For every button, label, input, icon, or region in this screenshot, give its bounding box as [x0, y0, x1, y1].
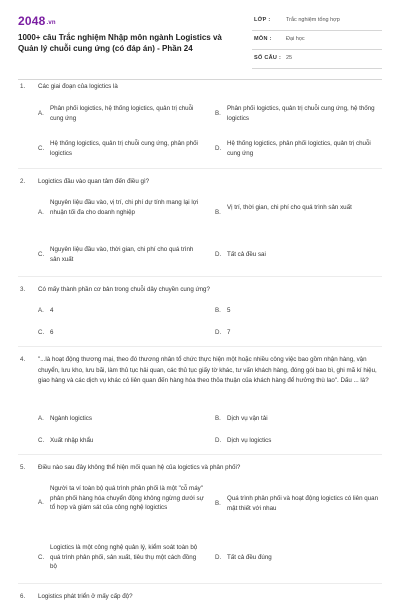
option-text: Phân phối logictics, quản trị chuỗi cung ứng, hệ thống logictics — [227, 105, 375, 122]
question-text: "...là hoạt động thương mại, theo đó thương nhân tổ chức thực hiện một hoặc nhiều công việc bao gồm nhận hàng, vận chuyển, lưu kho, lưu bãi, làm thủ tục hải quan, các thủ tục giấy tờ khác, tư vấn khách hàng, đóng gói bao bì, ghi mã kí hiệu, giao hàng và các dịch vụ khác có liên quan đến hàng hóa theo thỏa thuận của khách hàng để hưởng thù lao". Dấu ... là? — [38, 356, 377, 384]
option-label: D. — [215, 554, 222, 561]
meta-row-count — [252, 50, 382, 69]
option-text: Hệ thống logictics, phân phối logictics, quản trị chuỗi cung ứng — [227, 140, 371, 157]
option-text: Tất cả đều sai — [227, 251, 266, 258]
option-label: D. — [215, 251, 222, 258]
option-label: B. — [215, 209, 221, 216]
option-text: 6 — [50, 329, 54, 336]
option-label: C. — [38, 437, 45, 444]
option-text: 7 — [227, 329, 231, 336]
meta-value: Đại học — [286, 36, 305, 42]
option-text: Xuất nhập khẩu — [50, 437, 94, 444]
option-label: D. — [215, 329, 222, 336]
question-number: 2. — [20, 178, 26, 185]
header — [0, 0, 400, 72]
option-label: A. — [38, 307, 44, 314]
option-text: Dịch vụ vận tải — [227, 415, 268, 422]
option-text: Dịch vụ logictics — [227, 437, 272, 444]
logo-text: 2048 — [18, 14, 46, 28]
option-text: Ngành logictics — [50, 415, 92, 422]
question-divider — [18, 454, 382, 455]
question-divider — [18, 346, 382, 347]
option-label: B. — [215, 500, 221, 507]
question-text: Điều nào sau đây không thể hiện mối quan hệ của logictics và phân phối? — [38, 464, 241, 471]
option-text: Hệ thống logictics, quản trị chuỗi cung ứng, phân phối logictics — [50, 140, 198, 157]
option-label: C. — [38, 251, 45, 258]
meta-value: Trắc nghiệm tổng hợp — [286, 17, 340, 23]
question-text: Logistics phát triển ở mấy cấp độ? — [38, 593, 133, 600]
option-label: B. — [215, 415, 221, 422]
question-divider — [18, 276, 382, 277]
meta-row-class — [252, 12, 382, 31]
site-logo[interactable] — [18, 14, 56, 28]
option-text: Người ta ví toàn bộ quá trình phân phối là một "cỗ máy" phân phối hàng hóa chuyển động không ngừng dưới sự tổ hợp và giám sát của công nghệ logictics — [50, 485, 204, 511]
question-divider — [18, 583, 382, 584]
option-label: D. — [215, 437, 222, 444]
header-divider — [18, 79, 382, 80]
meta-value: 25 — [286, 55, 293, 61]
option-text: 5 — [227, 307, 231, 314]
meta-key: MÔN : — [254, 36, 272, 42]
option-label: C. — [38, 329, 45, 336]
question-divider — [18, 168, 382, 169]
option-text: Tất cả đều đúng — [227, 554, 272, 561]
option-text: Logictics là một công nghệ quản lý, kiểm soát toàn bộ quá trình phân phối, sản xuất, tiêu thụ một cách đồng bộ — [50, 544, 198, 570]
option-label: C. — [38, 145, 45, 152]
question-number: 1. — [20, 83, 26, 90]
meta-key: SỐ CÂU : — [254, 55, 282, 61]
option-text: Vị trí, thời gian, chi phí cho quá trình sản xuất — [227, 204, 352, 211]
option-text: Nguyên liệu đầu vào, vị trí, chi phí dự tính mang lại lợi nhuận tối đa cho doanh nghiệp — [50, 199, 199, 216]
question-text: Logictics đầu vào quan tâm đến điều gì? — [38, 178, 150, 185]
option-label: A. — [38, 209, 44, 216]
option-text: Quá trình phân phối và hoạt động logictics có liên quan mật thiết với nhau — [227, 495, 379, 512]
meta-key: LỚP : — [254, 17, 271, 23]
page-title: 1000+ câu Trắc nghiệm Nhập môn ngành Logistics và Quản lý chuỗi cung ứng (có đáp án) - Phần 24 — [18, 33, 222, 53]
question-number: 6. — [20, 593, 26, 600]
option-label: A. — [38, 499, 44, 506]
option-text: Nguyên liệu đầu vào, thời gian, chi phí cho quá trình sản xuất — [50, 246, 194, 263]
question-number: 5. — [20, 464, 26, 471]
option-label: B. — [215, 110, 221, 117]
question-number: 4. — [20, 356, 26, 363]
option-label: B. — [215, 307, 221, 314]
question-number: 3. — [20, 286, 26, 293]
option-label: A. — [38, 415, 44, 422]
quiz-meta — [252, 12, 382, 69]
meta-row-subject — [252, 31, 382, 50]
question-text: Có mấy thành phần cơ bản trong chuỗi dây chuyền cung ứng? — [38, 286, 210, 293]
option-label: C. — [38, 554, 45, 561]
option-text: 4 — [50, 307, 54, 314]
option-label: D. — [215, 145, 222, 152]
logo-suffix: .vn — [46, 20, 56, 26]
option-text: Phân phối logictics, hệ thống logictics, quản trị chuỗi cung ứng — [50, 105, 194, 122]
option-label: A. — [38, 110, 44, 117]
question-text: Các giai đoạn của logictics là — [38, 83, 118, 90]
